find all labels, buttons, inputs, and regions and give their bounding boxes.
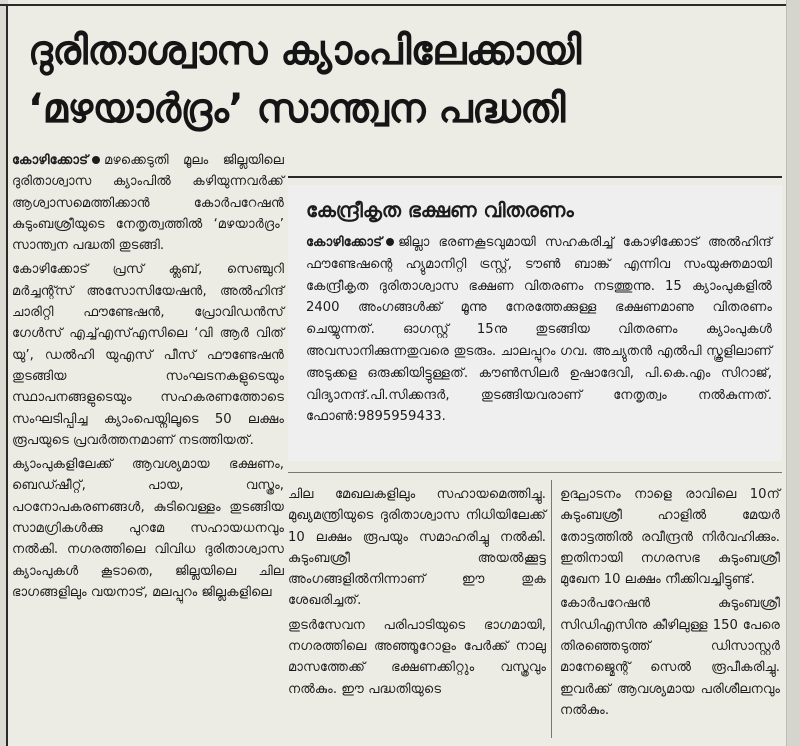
left-rule [6,4,8,746]
article-column-2 [288,484,546,703]
sidebar-title: കേന്ദ്രീകൃത ഭക്ഷണ വിതരണം [306,198,574,222]
paragraph: ക്യാംപുകളിലേക്ക് ആവശ്യമായ ഭക്ഷണം, ബെഡ്ഷീറ്റ്, പായ, വസ്ത്രം, പഠനോപകരണങ്ങൾ, കുടിവെള്ളം തുടങ്ങിയ സാമഗ്രികൾക്കു പുറമേ സഹായധനവും നൽകി. നഗരത്തിലെ വിവിധ ദുരിതാശ്വാസ ക്യാംപുകൾ കൂടാതെ, ജില്ലയിലെ ചില ഭാഗങ്ങളിലും വയനാട്, മലപ്പുറം ജില്ലകളിലെ [12,457,284,600]
column-divider-horizontal [288,472,782,473]
headline [28,22,783,138]
dateline: കോഴിക്കോട് [12,153,89,168]
top-rule [0,4,800,6]
paragraph: കോഴിക്കോട് മഴക്കെടുതി മൂലം ജില്ലയിലെ ദുരിതാശ്വാസ ക്യാംപിൽ കഴിയുന്നവർക്ക് ആശ്വാസമെത്തിക്കാൻ കോർപറേഷൻ കുടുംബശ്രീയുടെ നേതൃത്വത്തിൽ ‘മഴയാർദ്രം’ സാന്ത്വന പദ്ധതി തുടങ്ങി. [12,153,284,254]
bullet-dot-icon [92,156,100,164]
sidebar-top-rule [288,176,782,178]
headline-line-1: ദുരിതാശ്വാസ ക്യാംപിലേക്കായി [28,28,581,74]
sidebar-body: കോഴിക്കോട് ജില്ലാ ഭരണകൂടവുമായി സഹകരിച്ച് കോഴിക്കോട് അൽഹിന്ദ് ഫൗണ്ടേഷന്റെ ഹ്യുമാനിറ്റി ട്രസ്റ്റ്, ടൗൺ ബാങ്ക് എന്നിവ സംയുക്തമായി കേന്ദ്രീകൃത ദുരിതാശ്വാസ ഭക്ഷണ വിതരണം നടത്തുന്നു. 15 ക്യാംപുകളിൽ 2400 അംഗങ്ങൾക്ക് മൂന്നു നേരത്തേക്കുള്ള ഭക്ഷണമാണു വിതരണം ചെയ്യുന്നത്. ഓഗസ്റ്റ് 15നു തുടങ്ങിയ വിതരണം ക്യാംപുകൾ അവസാനിക്കുന്നതുവരെ തുടരും. ചാലപ്പുറം ഗവ. അച്യുതൻ എൽപി സ്കൂളിലാണ് അടുക്കള ഒരുക്കിയിട്ടുള്ളത്. കൗൺസിലർ ഉഷാദേവി, പി.കെ.എം സിറാജ്, വിദ്യാനന്ദ്.പി.സിക്കന്ദർ, തുടങ്ങിയവരാണ് നേതൃത്വം നൽകുന്നത്. ഫോൺ:9895959433. [306,235,772,425]
paragraph: കോർപറേഷൻ കുടുംബശ്രീ സിഡിഎസിനു കീഴിലുള്ള 150 പേരെ തിരഞ്ഞെടുത്ത് ഡിസാസ്റ്റർ മാനേജ്മെന്റ് സെൽ രൂപീകരിച്ചു. ഇവർക്ക് ആവശ്യമായ പരിശീലനവും നൽകും. [560,596,780,718]
paragraph: തുടർസേവന പരിപാടിയുടെ ഭാഗമായി, നഗരത്തിലെ അഞ്ഞൂറോളം പേർക്ക് നാലു മാസത്തേക്ക് ഭക്ഷണക്കിറ്റും വസ്ത്രവും നൽകും. ഈ പദ്ധതിയുടെ [288,617,546,697]
column-divider-vertical [551,480,552,738]
article-column-1 [12,150,284,606]
bullet-dot-icon [386,238,394,246]
sidebar-dateline: കോഴിക്കോട് [306,235,383,250]
headline-line-2: ‘മഴയാർദ്രം’ സാന്ത്വന പദ്ധതി [28,86,565,132]
page-margin-right [786,0,800,746]
paragraph: കോഴിക്കോട് പ്രസ് ക്ലബ്, സെഞ്ചുറി മർച്ചന്റ്സ് അസോസിയേഷൻ, അൽഹിന്ദ് ചാരിറ്റി ഫൗണ്ടേഷൻ, പ്രോവിഡൻസ് ഗേൾസ് എച്ച്എസ്എസിലെ ‘വി ആർ വിത് യു’, ഡൽഹി യുഎസ് പീസ് ഫൗണ്ടേഷൻ തുടങ്ങിയ സംഘടനകളുടെയും സ്ഥാപനങ്ങളുടെയും സഹകരണത്തോടെ സംഘടിപ്പിച്ച ക്യാംപെയ്നിലൂടെ 50 ലക്ഷം രൂപയുടെ പ്രവർത്തനമാണ് നടത്തിയത്. [12,262,284,448]
paragraph: ഉദ്ഘാടനം നാളെ രാവിലെ 10ന് കുടുംബശ്രീ ഹാളിൽ മേയർ തോട്ടത്തിൽ രവീന്ദ്രൻ നിർവഹിക്കും. ഇതിനായി നഗരസഭ കുടുംബശ്രീ മുഖേന 10 ലക്ഷം നീക്കിവച്ചിട്ടുണ്ട്. [560,487,780,588]
paragraph: ചില മേഖലകളിലും സഹായമെത്തിച്ചു. മുഖ്യമന്ത്രിയുടെ ദുരിതാശ്വാസ നിധിയിലേക്ക് 10 ലക്ഷം രൂപയും സമാഹരിച്ചു നൽകി. കുടുംബശ്രീ അയൽക്കൂട്ട അംഗങ്ങളിൽനിന്നാണ് ഈ തുക ശേഖരിച്ചത്. [288,487,546,609]
article-column-3 [560,484,780,724]
